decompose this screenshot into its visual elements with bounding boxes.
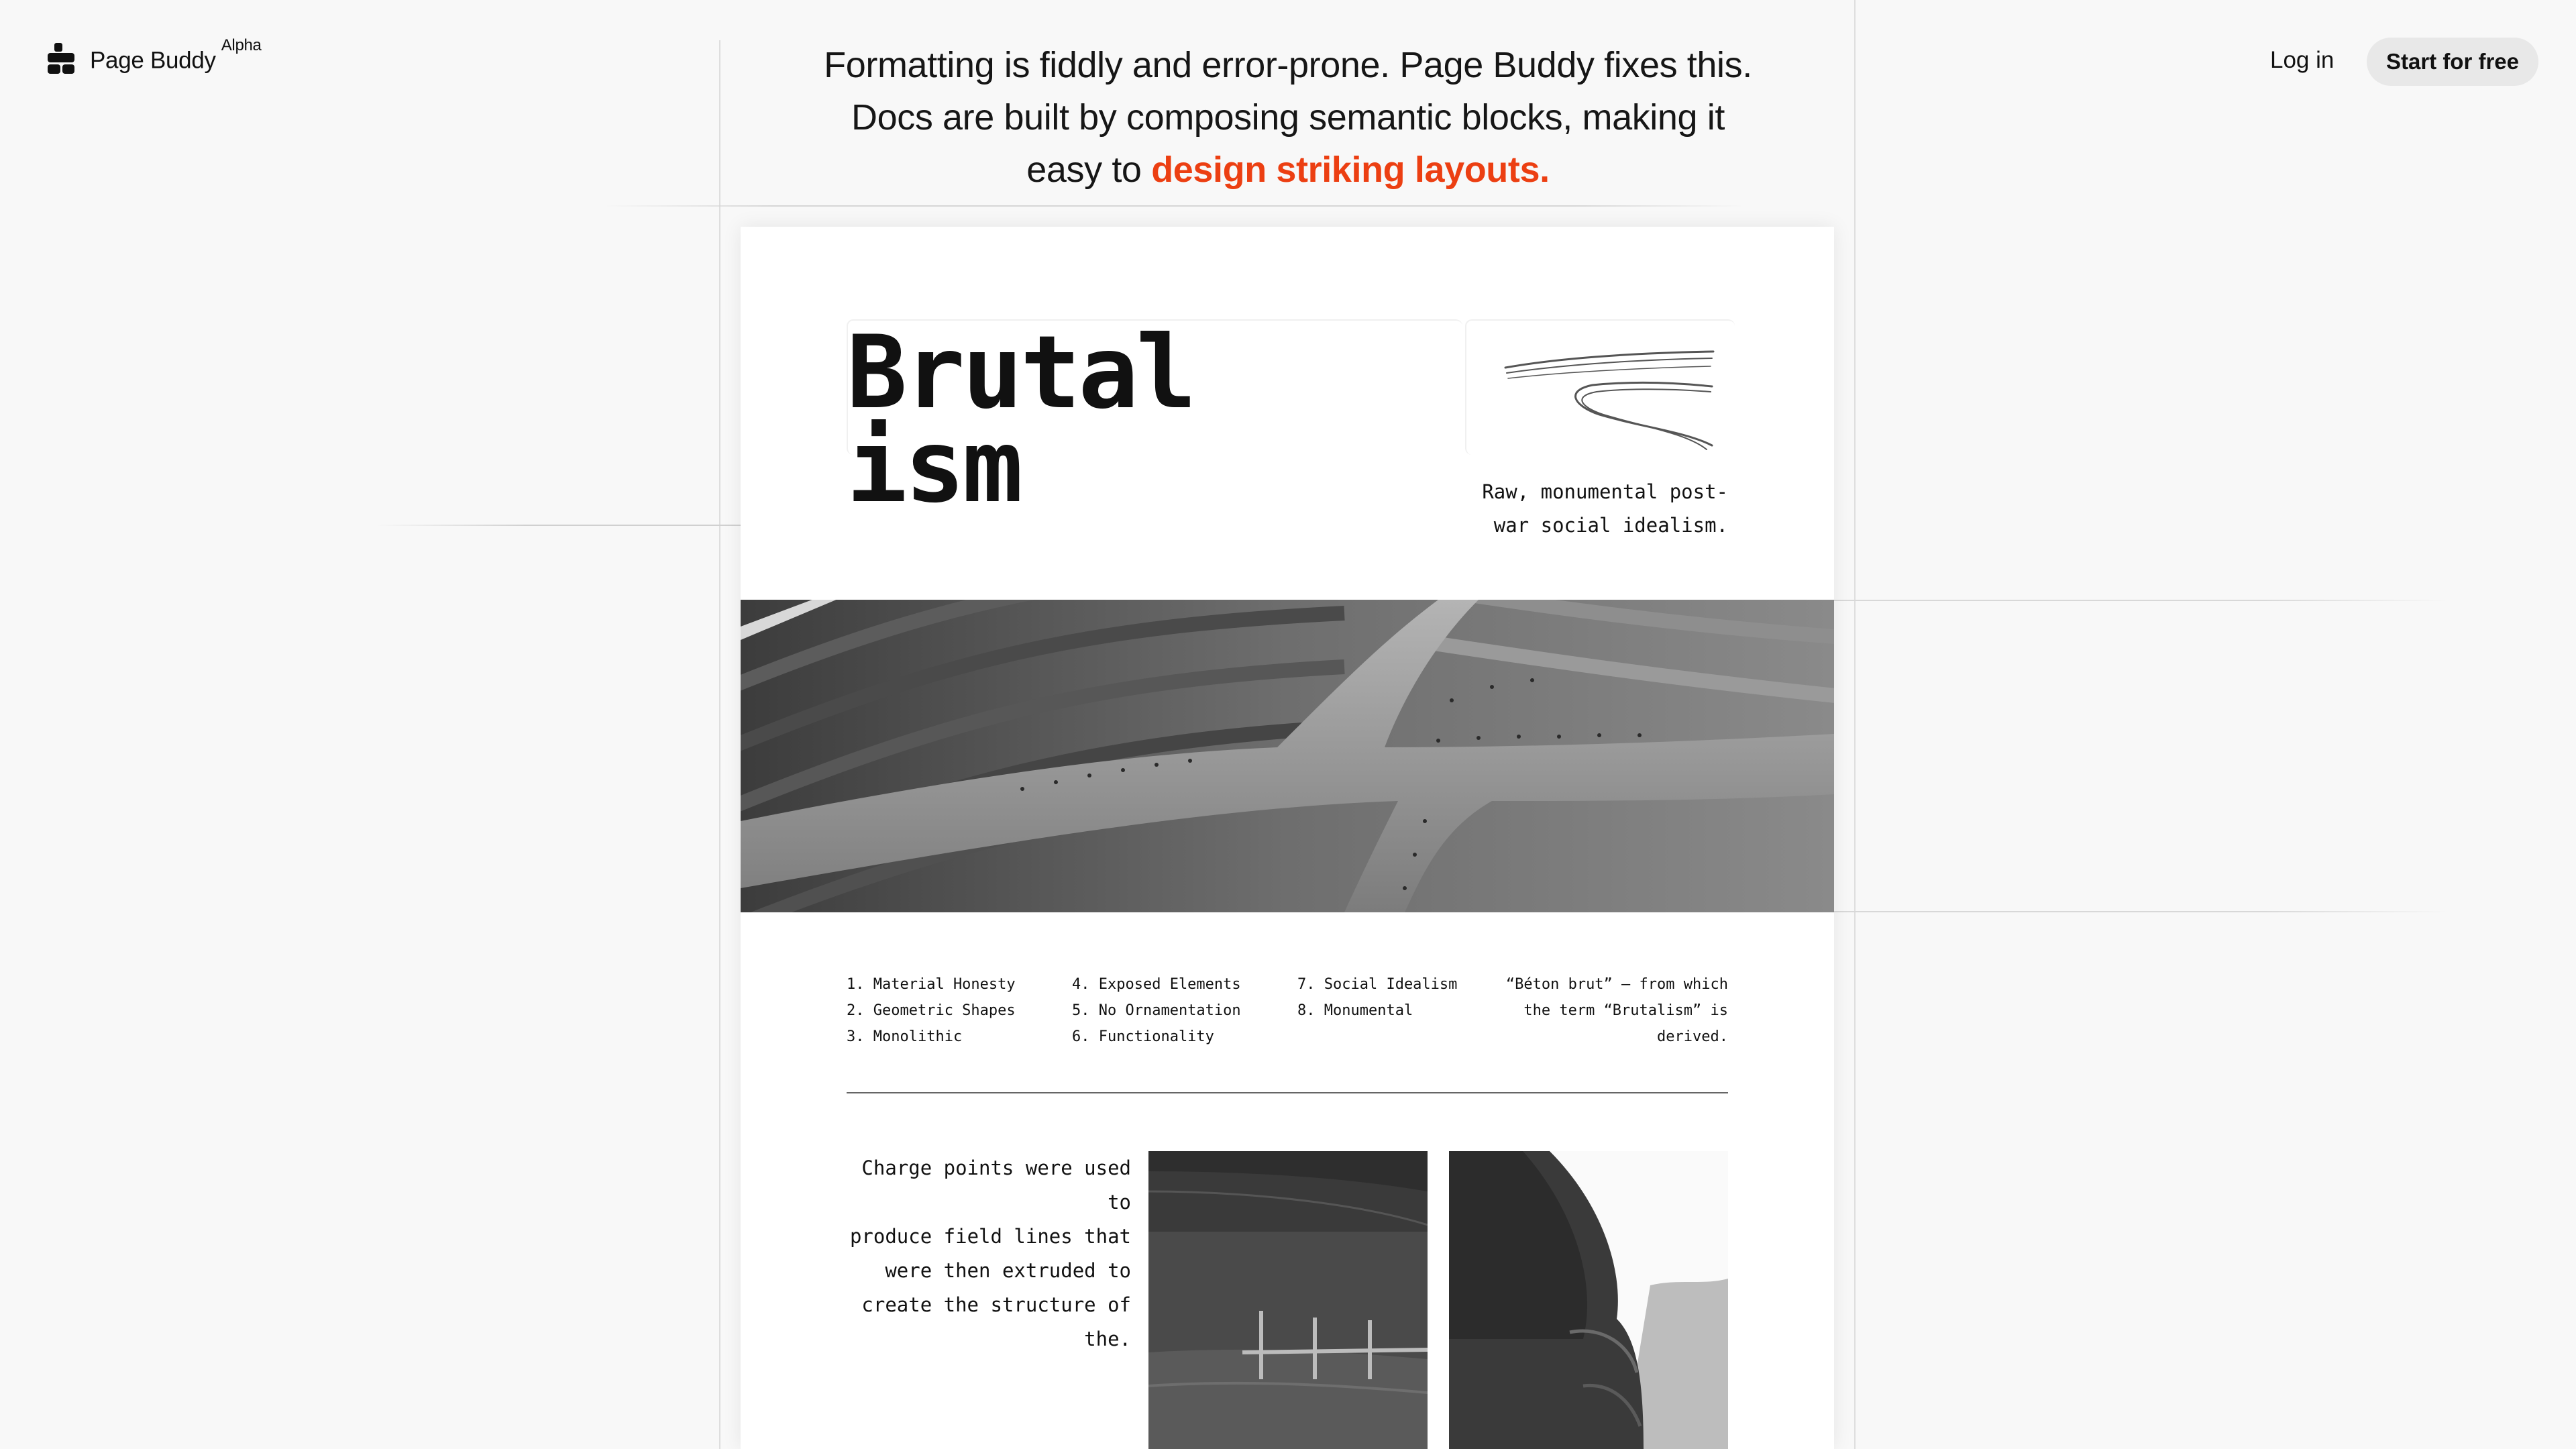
quote-line-2: the term “Brutalism” is bbox=[1523, 1002, 1728, 1019]
guide-line-left bbox=[719, 40, 720, 1449]
doc-subtitle-line-1: Raw, monumental post- bbox=[1482, 480, 1728, 503]
quote-line-1: “Béton brut” — from which bbox=[1505, 976, 1728, 993]
list-item: 4. Exposed Elements bbox=[1072, 976, 1241, 993]
hero-architecture-image bbox=[741, 600, 1834, 912]
doc-title-line-2: ism bbox=[847, 409, 1020, 525]
quote-line-3: derived. bbox=[1657, 1028, 1728, 1045]
body-line-3: were then extruded to bbox=[885, 1259, 1131, 1282]
tagline-accent: design striking layouts. bbox=[1151, 150, 1550, 190]
architecture-photo-2 bbox=[1449, 1151, 1728, 1449]
list-item: 6. Functionality bbox=[1072, 1028, 1214, 1045]
doc-title bbox=[847, 315, 1194, 525]
guide-line-hero-bottom bbox=[1831, 911, 2449, 912]
logo-badge: Alpha bbox=[221, 36, 262, 55]
list-item: 7. Social Idealism bbox=[1297, 976, 1458, 993]
logo-name: Page Buddy bbox=[90, 47, 216, 74]
principles-list-col-1 bbox=[847, 971, 1016, 1050]
hero-tagline bbox=[751, 39, 1825, 196]
list-item: 8. Monumental bbox=[1297, 1002, 1413, 1019]
body-line-2: produce field lines that bbox=[849, 1225, 1131, 1248]
list-item: 5. No Ornamentation bbox=[1072, 1002, 1241, 1019]
doc-title-line-1: Brutal bbox=[847, 315, 1194, 431]
body-line-5: the. bbox=[1084, 1328, 1131, 1350]
login-link[interactable]: Log in bbox=[2270, 47, 2334, 73]
section-divider bbox=[847, 1092, 1728, 1093]
logo-text bbox=[90, 36, 262, 74]
list-item: 1. Material Honesty bbox=[847, 976, 1016, 993]
body-paragraph bbox=[847, 1151, 1131, 1356]
tagline-line-3 bbox=[751, 144, 1825, 196]
tagline-plain: easy to bbox=[1026, 150, 1142, 190]
list-item: 3. Monolithic bbox=[847, 1028, 963, 1045]
doc-subtitle-line-2: war social idealism. bbox=[1493, 514, 1728, 537]
start-for-free-button[interactable]: Start for free bbox=[2367, 38, 2538, 86]
guide-line-top bbox=[604, 205, 1744, 207]
tagline-line-2: Docs are built by composing semantic blocks, making it bbox=[851, 97, 1725, 138]
body-line-1: Charge points were used to bbox=[861, 1157, 1131, 1214]
list-item: 2. Geometric Shapes bbox=[847, 1002, 1016, 1019]
body-line-4: create the structure of bbox=[861, 1293, 1131, 1316]
doc-subtitle bbox=[1446, 475, 1728, 542]
principles-list-col-3 bbox=[1297, 971, 1457, 1024]
tagline-line-1: Formatting is fiddly and error-prone. Page Buddy fixes this. bbox=[824, 45, 1752, 85]
guide-line-hero-top bbox=[1831, 600, 2449, 601]
beton-brut-quote bbox=[1452, 971, 1728, 1050]
architecture-photo-1 bbox=[1148, 1151, 1428, 1449]
stacked-blocks-icon bbox=[46, 42, 76, 78]
logo[interactable] bbox=[46, 36, 262, 78]
sketch-lines-image bbox=[1485, 326, 1727, 457]
guide-line-mid bbox=[376, 525, 751, 526]
principles-list-col-2 bbox=[1072, 971, 1241, 1050]
document-preview bbox=[741, 227, 1834, 1449]
guide-line-right bbox=[1854, 0, 1856, 1449]
